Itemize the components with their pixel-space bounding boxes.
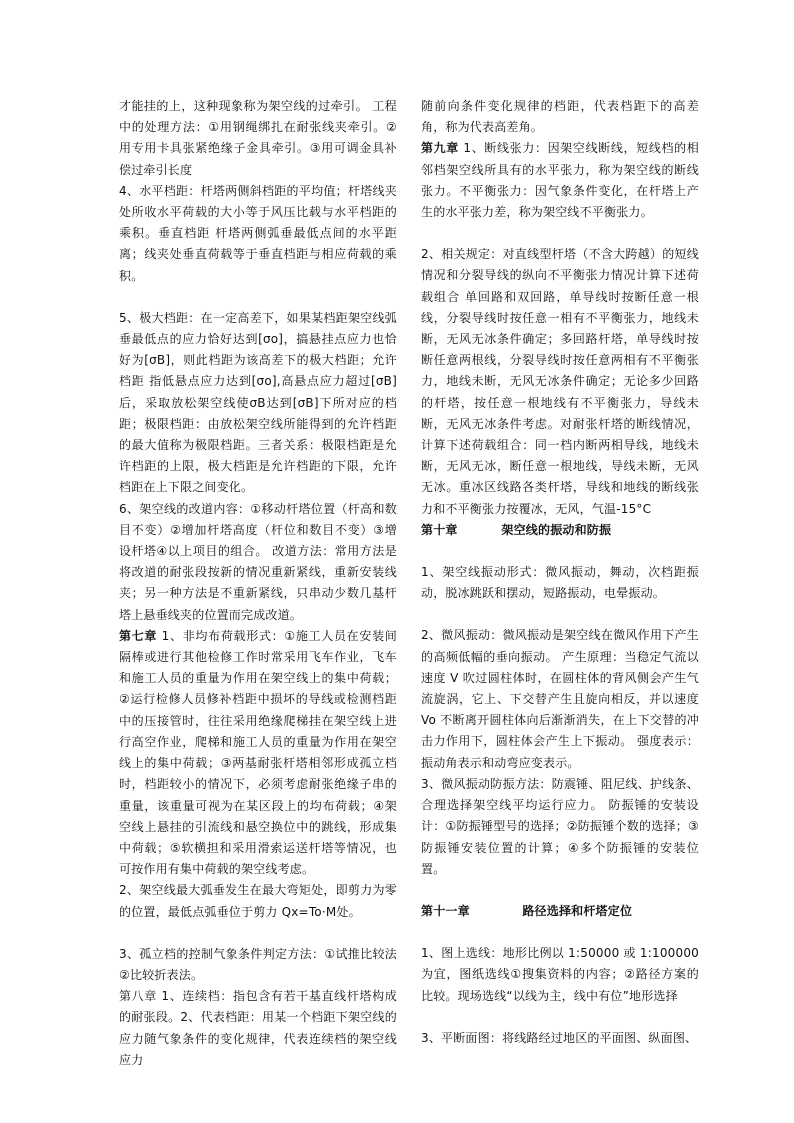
paragraph-rerouting: 6、架空线的改道内容：①移动杆塔位置（杆高和数目不变）②增加杆塔高度（杆位和数目不变）③增设杆塔④以上项目的组合。 改道方法：常用方法是将改道的耐张段按新的情况重新紧线，重新安装线夹；另一种方法是不重新紧线，只串动少数几基杆塔上悬垂线夹的位置而完成改道。 bbox=[119, 501, 397, 622]
spacer bbox=[421, 1007, 699, 1028]
paragraph-chapter-7 bbox=[119, 626, 397, 880]
spacer bbox=[119, 287, 397, 308]
paragraph-max-sag: 2、架空线最大弧垂发生在最大弯矩处，即剪力为零的位置，最低点弧垂位于剪力 Qx=To·M处。 bbox=[119, 883, 397, 919]
paragraph-damping-methods: 3、微风振动防振方法：防震锤、阻尼线、护线条、合理选择架空线平均运行应力。 防振锤的安装设计：①防振锤型号的选择；②防振锤个数的选择；③防振锤安装位置的计算；④多个防振锤的安装位置。 bbox=[421, 776, 699, 876]
paragraph-profile-drawing: 3、平断面图：将线路经过地区的平面图、纵面图、 bbox=[421, 1030, 698, 1045]
paragraph-chapter-9 bbox=[421, 138, 699, 223]
paragraph-map-routing: 1、图上选线：地形比例以 1:50000 或 1:100000 为宜，图纸选线①搜集资料的内容；②路径方案的比较。现场选线“以线为主，线中有位”地形选择 bbox=[421, 946, 699, 1003]
paragraph-aeolian-vibration: 2、微风振动：微风振动是架空线在微风作用下产生的高频低幅的垂向振动。 产生原理：当稳定气流以速度 V 吹过圆柱体时，在圆柱体的背风侧会产生气流旋涡，它上、下交替产生且旋向相反，并以速度 Vo 不断离开圆柱体向后渐渐消失，在上下交替的冲击力作用下，圆柱体会产生上下振动。 强度表示：振动角表示和动弯应变表示。 bbox=[421, 628, 699, 770]
chapter-9-label: 第九章 bbox=[421, 141, 459, 156]
chapter-7-label: 第七章 bbox=[119, 628, 158, 643]
paragraph-related-rules: 2、相关规定：对直线型杆塔（不含大跨越）的短线情况和分裂导线的纵向不平衡张力情况计算下述荷载组合 单回路和双回路，单导线时按断任意一根线，分裂导线时按任意一相有不平衡张力，地线未断，无风无冰条件确定；多回路杆塔，单导线时按断任意两根线，分裂导线时按任意两相有不平衡张力，地线未断，无风无冰条件确定；无论多少回路的杆塔，按任意一根地线有不平衡张力，导线未断，无风无冰条件考虑。对耐张杆塔的断线情况，计算下述荷载组合：同一档内断两相导线，地线未断，无风无冰，断任意一根地线，导线未断，无风无冰。重冰区线路各类杆塔，导线和地线的断线张力和不平衡张力按覆冰，无风，气温-15°C bbox=[421, 247, 699, 516]
paragraph-vibration-forms: 1、架空线振动形式：微风振动，舞动，次档距振动，脱冰跳跃和摆动，短路振动，电晕振动。 bbox=[421, 565, 699, 601]
paragraph-over-tension: 才能挂的上，这种现象称为架空线的过牵引。 工程中的处理方法：①用钢绳绑扎在耐张线夹牵引。②用专用卡具张紧绝缘子金具牵引。③用可调金具补偿过牵引长度 bbox=[119, 99, 397, 177]
spacer bbox=[119, 923, 397, 944]
chapter-10-title: 架空线的振动和防振 bbox=[501, 522, 612, 537]
paragraph-representative-height: 随前向条件变化规律的档距，代表档距下的高差角，称为代表高差角。 bbox=[421, 99, 699, 135]
paragraph-chapter-8: 第八章 1、连续档：指包含有若干基直线杆塔构成的耐张段。2、代表档距：用某一个档距下架空线的应力随气象条件的变化规律，代表连续档的架空线应力 bbox=[119, 989, 397, 1067]
right-column bbox=[421, 96, 699, 1049]
spacer bbox=[421, 880, 699, 901]
spacer bbox=[421, 223, 699, 244]
chapter-11-title: 路径选择和杆塔定位 bbox=[522, 903, 633, 918]
chapter-10-number: 第十章 bbox=[421, 522, 458, 537]
chapter-9-body: 1、断线张力：因架空线断线，短线档的相邻档架空线所具有的水平张力，称为架空线的断线张力。不平衡张力：因气象条件变化，在杆塔上产生的水平张力差，称为架空线不平衡张力。 bbox=[421, 141, 700, 220]
paragraph-isolated-span: 3、孤立档的控制气象条件判定方法：①试推比较法②比较折表法。 bbox=[119, 946, 397, 982]
chapter-11-heading bbox=[421, 901, 699, 922]
chapter-7-body: 1、非均布荷载形式：①施工人员在安装间隔棒或进行其他检修工作时常采用飞车作业，飞车和施工人员的重量为作用在架空线上的集中荷载；②运行检修人员修补档距中损坏的导线或检测档距中的压接管时，往往采用绝缘爬梯挂在架空线上进行高空作业，爬梯和施工人员的重量为作用在架空线上的集中荷载；③两基耐张杆塔相邻形成孤立档时，档距较小的情况下，必须考虑耐张绝缘子串的重量，该重量可视为在某区段上的均布荷载；④架空线上悬挂的引流线和悬空换位中的跳线，形成集中荷载；⑤软横担和采用滑索运送杆塔等情况，也可按作用有集中荷载的架空线考虑。 bbox=[119, 628, 397, 877]
paragraph-max-span: 5、极大档距：在一定高差下，如果某档距架空线弧垂最低点的应力恰好达到[σo]，搞悬挂点应力也恰好为[σB]，则此档距为该高差下的极大档距；允许档距 指低悬点应力达到[σo],高悬点应力超过[σB]后，采取放松架空线使σB达到[σB]下所对应的档距；极限档距：由放松架空线所能得到的允许档距的最大值称为极限档距。三者关系：极限档距是允许档距的上限，极大档距是允许档距的下限，允许档距在上下限之间变化。 bbox=[119, 310, 397, 495]
left-column bbox=[119, 96, 397, 1071]
spacer bbox=[421, 604, 699, 625]
spacer bbox=[421, 922, 699, 943]
chapter-11-number: 第十一章 bbox=[421, 903, 470, 918]
chapter-10-heading bbox=[421, 520, 699, 541]
paragraph-horizontal-span: 4、水平档距：杆塔两侧斜档距的平均值；杆塔线夹处所收水平荷载的大小等于风压比载与水平档距的乘积。垂直档距 杆塔两侧弧垂最低点间的水平距离；线夹处垂直荷载等于垂直档距与相应荷载的乘积。 bbox=[119, 183, 397, 283]
spacer bbox=[421, 541, 699, 562]
